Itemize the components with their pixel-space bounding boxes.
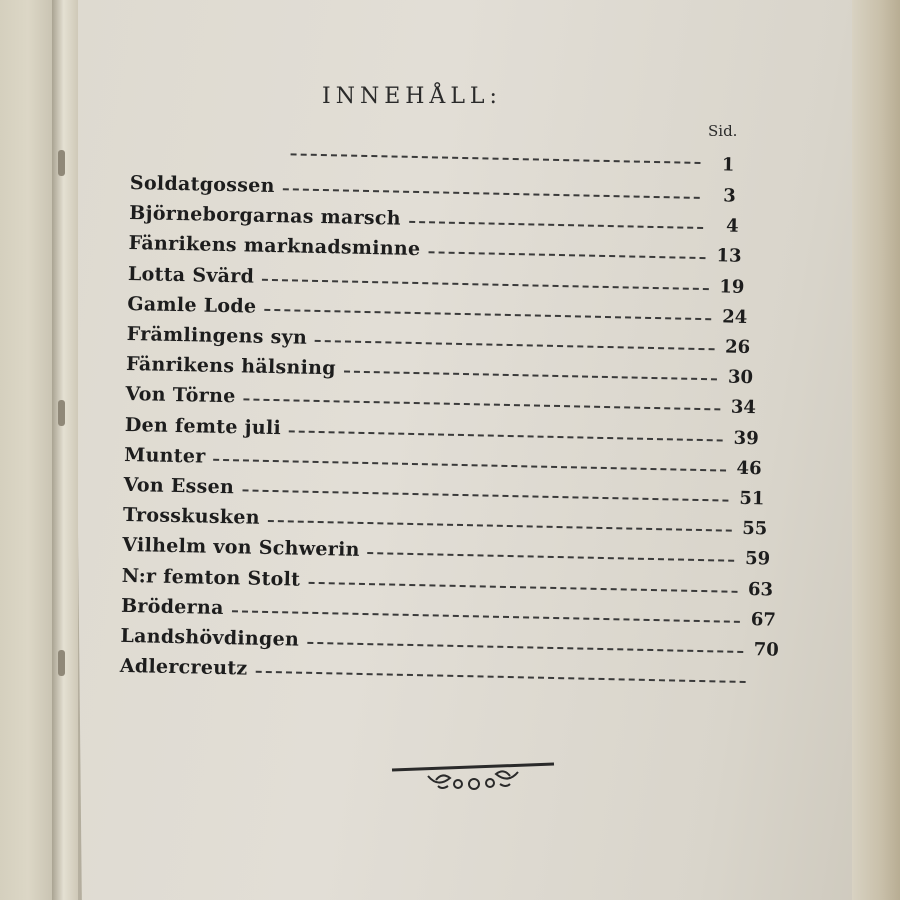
- toc-leader-line: [268, 507, 732, 532]
- toc-page-number: 34: [730, 397, 757, 419]
- toc-entry-title: Gamle Lode: [127, 292, 257, 318]
- toc-entry-title: Den femte juli: [124, 413, 282, 439]
- toc-page-number: 59: [744, 548, 771, 570]
- toc-leader-line: [243, 386, 720, 411]
- toc-entry-title: Vilhelm von Schwerin: [122, 534, 360, 562]
- toc-leader-line: [428, 239, 705, 260]
- toc-page-number: 67: [750, 608, 777, 631]
- toc-leader-line: [307, 629, 743, 653]
- toc-leader-line: [283, 175, 700, 199]
- toc-entry-title: Von Törne: [125, 383, 236, 408]
- toc-page-number: 30: [727, 366, 754, 389]
- toc-entry-title: Främlingens syn: [126, 322, 308, 349]
- toc-entry-title: Soldatgossen: [129, 172, 275, 198]
- toc-leader-line: [308, 568, 737, 592]
- decorative-flourish-icon: [388, 760, 558, 800]
- toc-entry-title: Bröderna: [120, 594, 224, 619]
- toc-leader-line: [255, 658, 746, 683]
- toc-page-number: 70: [753, 639, 780, 661]
- toc-page-number: 13: [716, 245, 742, 268]
- toc-page-number: 4: [725, 215, 739, 237]
- toc-leader-line: [262, 265, 709, 289]
- toc-page-number: 55: [742, 518, 768, 540]
- toc-leader-line: [315, 327, 714, 350]
- first-page-number-row: [706, 154, 734, 179]
- toc-page-number: 19: [719, 275, 745, 298]
- toc-entry-title: Trosskusken: [122, 504, 261, 529]
- toc-page-number: 1: [721, 154, 735, 176]
- toc-entry-title: Landshövdingen: [120, 624, 300, 651]
- toc-page-number: 63: [747, 578, 774, 601]
- toc-entry-title: Lotta Svärd: [127, 262, 255, 288]
- toc-entry-title: Fänrikens hälsning: [125, 353, 337, 380]
- toc-leader-line: [213, 446, 725, 472]
- toc-page-number: 46: [736, 457, 762, 480]
- toc-page-number: 39: [733, 427, 759, 449]
- toc-page-number: 24: [721, 306, 748, 328]
- toc-page-number: 3: [723, 185, 737, 207]
- toc-page-number: 26: [724, 336, 751, 359]
- toc-leader-line: [289, 417, 723, 441]
- toc-entry-title: Fänrikens marknadsminne: [128, 232, 421, 261]
- toc-leader-line: [409, 208, 703, 229]
- contents-heading: INNEHÅLL:: [322, 84, 502, 109]
- first-leader-line: [291, 153, 701, 164]
- toc-leader-line: [368, 539, 735, 562]
- toc-leader-line: [344, 358, 717, 381]
- page-column-header: Sid.: [708, 122, 738, 140]
- toc-entry-title: Björneborgarnas marsch: [129, 202, 402, 230]
- toc-entry: [120, 655, 782, 693]
- toc-entry-title: Munter: [124, 443, 206, 468]
- toc-leader-line: [232, 597, 741, 623]
- toc-entry-title: Adlercreutz: [119, 655, 248, 680]
- toc-page-number: [754, 685, 782, 686]
- toc-entry-title: Von Essen: [123, 473, 235, 499]
- toc-page-number: 51: [739, 487, 765, 510]
- toc-leader-line: [242, 476, 729, 501]
- toc-leader-line: [264, 296, 711, 320]
- toc-entry-title: N:r femton Stolt: [121, 564, 301, 591]
